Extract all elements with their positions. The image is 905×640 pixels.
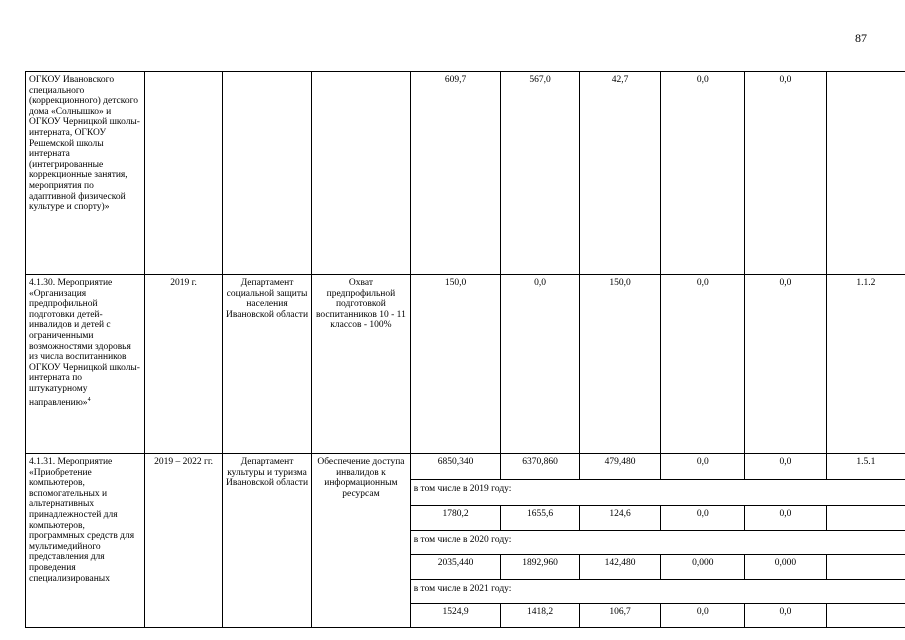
value-other: 0,000: [745, 555, 827, 580]
value-other: 0,0: [745, 275, 827, 454]
value-total: 6850,340: [410, 454, 501, 480]
value-local: 0,0: [661, 72, 745, 275]
value-total: 2035,440: [410, 555, 501, 580]
value-total: 609,7: [410, 72, 501, 275]
measure-executor: Департамент культуры и туризма Ивановской области: [222, 454, 311, 628]
measure-result: Охват предпрофильной подготовкой воспитанников 10 - 11 классов - 100%: [312, 275, 411, 454]
measure-name: 4.1.30. Мероприятие «Организация предпрофильной подготовки детей-инвалидов и детей с ограниченными возможностями здоровья из числа воспитанников ОГКОУ Черницкой школы-интерната по штукатурному направлению»: [29, 278, 140, 408]
value-other: 0,0: [745, 72, 827, 275]
value-local: 0,0: [661, 506, 745, 531]
measure-year: [145, 72, 223, 275]
indicator-code: [826, 72, 905, 275]
measure-result: Обеспечение доступа инвалидов к информационным ресурсам: [312, 454, 411, 628]
indicator-code: [826, 506, 905, 531]
value-federal: 567,0: [501, 72, 579, 275]
measure-executor: Департамент социальной защиты населения Ивановской области: [222, 275, 311, 454]
value-regional: 42,7: [579, 72, 661, 275]
table-row: [26, 454, 905, 480]
value-total: 150,0: [410, 275, 501, 454]
table-row: [26, 72, 905, 275]
year-label: в том числе в 2019 году:: [410, 480, 905, 506]
indicator-code: 1.1.2: [826, 275, 905, 454]
indicator-code: 1.5.1: [826, 454, 905, 480]
measure-name-cell: [26, 275, 145, 454]
value-federal: 1418,2: [501, 604, 579, 628]
measure-name: 4.1.31. Мероприятие «Приобретение компьютеров, вспомогательных и альтернативных принадлежностей для компьютеров, программных средств для мультимедийного представления для проведения специализированых: [26, 454, 145, 628]
value-regional: 124,6: [579, 506, 661, 531]
measure-year: 2019 г.: [145, 275, 223, 454]
value-local: 0,0: [661, 275, 745, 454]
value-other: 0,0: [745, 604, 827, 628]
value-federal: 0,0: [501, 275, 579, 454]
measure-executor: [222, 72, 311, 275]
value-regional: 150,0: [579, 275, 661, 454]
indicator-code: [826, 604, 905, 628]
table-row: [26, 275, 905, 454]
value-local: 0,000: [661, 555, 745, 580]
value-federal: 1892,960: [501, 555, 579, 580]
indicator-code: [826, 555, 905, 580]
measure-result: [312, 72, 411, 275]
value-regional: 479,480: [579, 454, 661, 480]
measure-name: ОГКОУ Ивановского специального (коррекционного) детского дома «Солнышко» и ОГКОУ Черницкой школы-интерната, ОГКОУ Решемской школы интерната (интегрированные коррекционные занятия, мероприятия по адаптивной физической культуре и спорту)»: [26, 72, 145, 275]
value-local: 0,0: [661, 454, 745, 480]
year-label: в том числе в 2021 году:: [410, 580, 905, 604]
value-other: 0,0: [745, 454, 827, 480]
value-federal: 1655,6: [501, 506, 579, 531]
footnote-mark: 4: [87, 396, 91, 403]
value-federal: 6370,860: [501, 454, 579, 480]
page-number: 87: [855, 31, 867, 45]
measure-year: 2019 – 2022 гг.: [145, 454, 223, 628]
year-label: в том числе в 2020 году:: [410, 531, 905, 555]
program-table: [25, 71, 905, 628]
value-regional: 106,7: [579, 604, 661, 628]
value-regional: 142,480: [579, 555, 661, 580]
value-total: 1524,9: [410, 604, 501, 628]
value-local: 0,0: [661, 604, 745, 628]
value-total: 1780,2: [410, 506, 501, 531]
value-other: 0,0: [745, 506, 827, 531]
